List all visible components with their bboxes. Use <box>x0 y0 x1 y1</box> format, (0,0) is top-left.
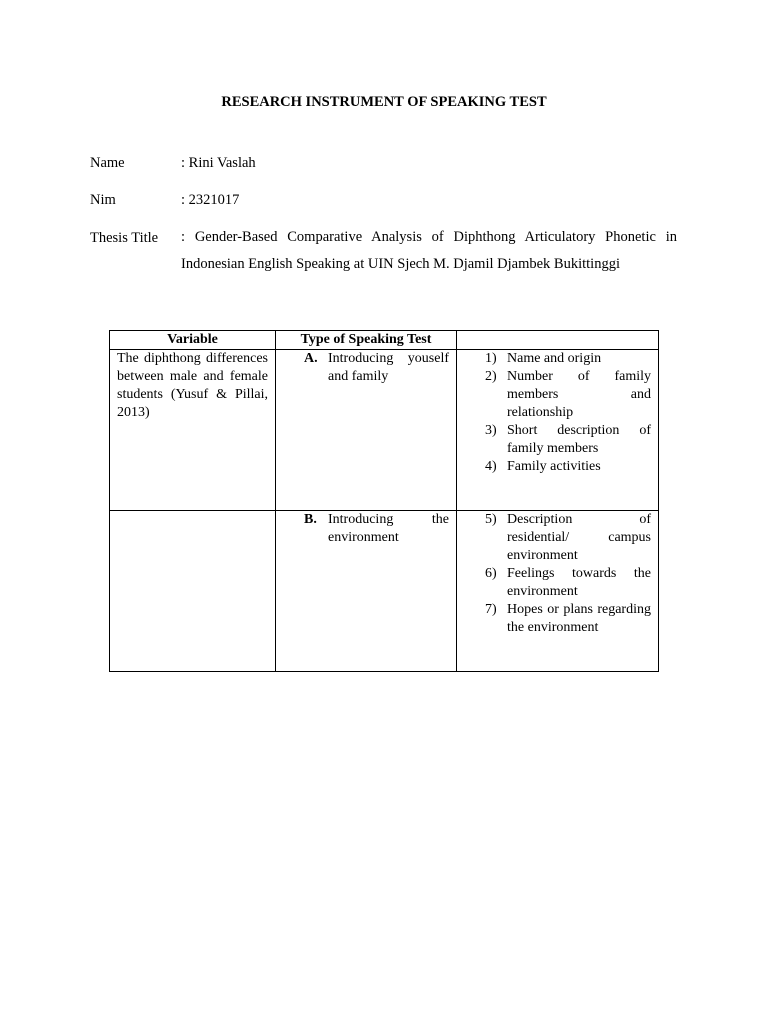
type-item <box>276 350 456 386</box>
type-cell <box>276 511 457 672</box>
item-number: 1) <box>485 351 497 366</box>
indicator-list <box>457 511 658 637</box>
type-cell <box>276 350 457 511</box>
type-letter: B. <box>304 512 317 527</box>
item-text: Short description of family members <box>507 423 651 456</box>
item-text: Family activities <box>507 459 601 474</box>
variable-text: The diphthong differences between male and female students (Yusuf & Pillai, 2013) <box>117 351 268 420</box>
type-text: Introducing youself and family <box>328 351 449 384</box>
type-text: Introducing the environment <box>328 512 449 545</box>
thesis-title-label: Thesis Title <box>90 230 159 246</box>
header-variable: Variable <box>110 331 276 350</box>
item-text: Hopes or plans regarding the environment <box>507 602 651 635</box>
nim-label: Nim <box>90 192 116 208</box>
list-item <box>457 350 658 368</box>
thesis-title-value: : Gender-Based Comparative Analysis of Diphthong Articulatory Phonetic in Indonesian English Speaking at UIN Sjech M. Djamil Djambek Bukittinggi <box>181 229 677 272</box>
name-label: Name <box>90 155 125 171</box>
indicator-list <box>457 350 658 476</box>
table-header-row <box>110 331 659 350</box>
variable-cell-empty <box>110 511 276 672</box>
item-number: 5) <box>485 512 497 527</box>
item-number: 3) <box>485 423 497 438</box>
item-text: Name and origin <box>507 351 602 366</box>
document-title: RESEARCH INSTRUMENT OF SPEAKING TEST <box>221 94 547 110</box>
item-text: Feelings towards the environment <box>507 566 651 599</box>
type-item <box>276 511 456 547</box>
item-number: 2) <box>485 369 497 384</box>
table-row <box>110 511 659 672</box>
name-value: : Rini Vaslah <box>181 155 256 171</box>
list-item <box>457 601 658 637</box>
list-item <box>457 565 658 601</box>
type-letter: A. <box>304 351 318 366</box>
nim-value: : 2321017 <box>181 192 240 208</box>
list-item <box>457 458 658 476</box>
item-number: 4) <box>485 459 497 474</box>
item-number: 6) <box>485 566 497 581</box>
item-text: Description of residential/ campus environment <box>507 512 651 563</box>
header-type: Type of Speaking Test <box>276 331 457 350</box>
indicators-cell <box>457 511 659 672</box>
list-item <box>457 511 658 565</box>
indicators-cell <box>457 350 659 511</box>
item-number: 7) <box>485 602 497 617</box>
list-item <box>457 422 658 458</box>
header-indicators <box>457 331 659 350</box>
item-text: Number of family members and relationship <box>507 369 651 420</box>
table-row <box>110 350 659 511</box>
instrument-table <box>109 330 659 672</box>
variable-cell <box>110 350 276 511</box>
list-item <box>457 368 658 422</box>
